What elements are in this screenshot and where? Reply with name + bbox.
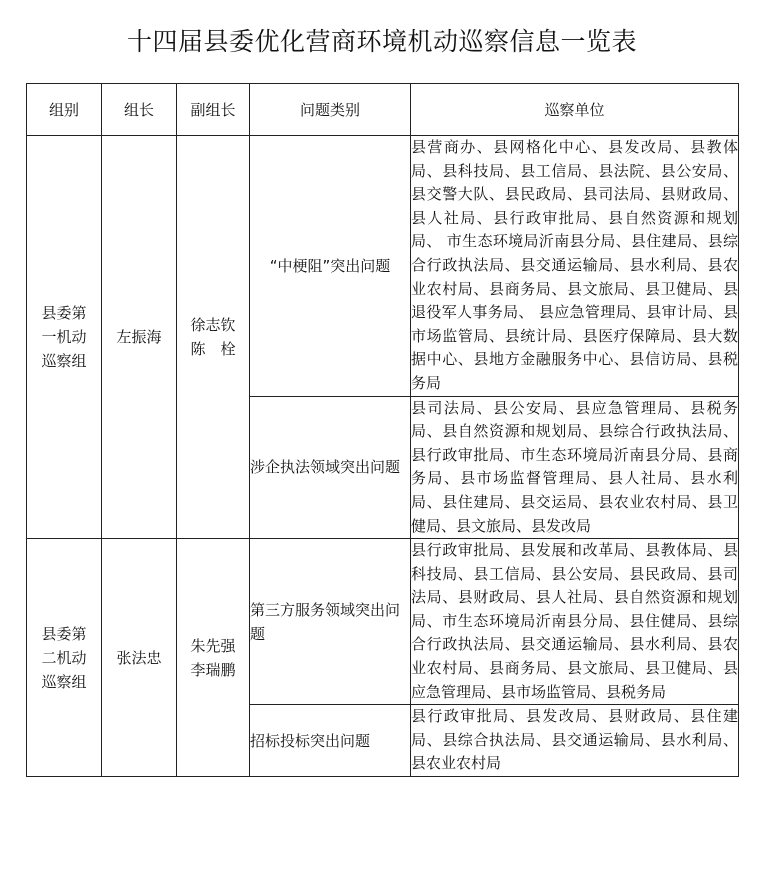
units-cell: 县营商办、县网格化中心、县发改局、县教体局、县科技局、县工信局、县法院、县公安局、县交警大队、县民政局、县司法局、县财政局、县人社局、县行政审批局、县自然资源和规划局、 市生态环境局沂南县分局、县住建局、县综合行政执法局、县交通运输局、县水利局、县农业农村局、县商务局、县文旅局、县卫健局、县退役军人事务局、 县应急管理局、县审计局、县市场监管局、县统计局、县医疗保障局、县大数据中心、县地方金融服务中心、县信访局、县税务局: [411, 136, 739, 397]
leader-name: 张法忠: [116, 648, 162, 667]
group-name-cell: [27, 539, 102, 777]
group-name-cell: [27, 136, 102, 539]
group-name-line: 二机动: [41, 648, 87, 667]
units-cell: 县司法局、县公安局、县应急管理局、县税务局、县自然资源和规划局、县综合行政执法局、县行政审批局、市生态环境局沂南县分局、县商务局、县市场监督管理局、县人社局、县水利局、县住建局、县交运局、县农业农村局、县卫健局、县文旅局、县发改局: [411, 396, 739, 539]
deputy-name: 陈 栓: [190, 340, 236, 359]
deputy-name: 朱先强: [190, 636, 236, 655]
group-name-line: 巡察组: [41, 352, 87, 371]
category-cell: “中梗阻”突出问题: [250, 136, 411, 397]
table-header-row: [27, 84, 739, 136]
group-name-line: 县委第: [41, 304, 87, 323]
leader-name: 左振海: [116, 328, 162, 347]
leader-cell: [102, 539, 177, 777]
header-group: 组别: [27, 84, 102, 136]
deputy-name: 李瑞鹏: [190, 660, 236, 679]
header-units: 巡察单位: [411, 84, 739, 136]
group-name-line: 县委第: [41, 624, 87, 643]
leader-cell: [102, 136, 177, 539]
units-cell: 县行政审批局、县发展和改革局、县教体局、县科技局、县工信局、县公安局、县民政局、县司法局、县财政局、县人社局、县自然资源和规划局、市生态环境局沂南县分局、县住健局、县综合行政执法局、县交通运输局、县水利局、县农业农村局、县商务局、县文旅局、县卫健局、县应急管理局、县市场监管局、县税务局: [411, 539, 739, 705]
patrol-info-table: [26, 83, 739, 777]
category-cell: 涉企执法领域突出问题: [250, 396, 411, 539]
header-deputy: 副组长: [177, 84, 250, 136]
header-leader: 组长: [102, 84, 177, 136]
deputy-cell: [177, 539, 250, 777]
category-cell: 第三方服务领域突出问题: [250, 539, 411, 705]
category-cell: 招标投标突出问题: [250, 705, 411, 777]
table-row: [27, 539, 739, 705]
units-cell: 县行政审批局、县发改局、县财政局、县住建局、县综合执法局、县交通运输局、县水利局、县农业农村局: [411, 705, 739, 777]
group-name-line: 一机动: [41, 328, 87, 347]
table-row: [27, 136, 739, 397]
page-title: 十四届县委优化营商环境机动巡察信息一览表: [126, 27, 637, 56]
group-name-line: 巡察组: [41, 672, 87, 691]
deputy-name: 徐志钦: [190, 316, 236, 335]
deputy-cell: [177, 136, 250, 539]
header-category: 问题类别: [250, 84, 411, 136]
